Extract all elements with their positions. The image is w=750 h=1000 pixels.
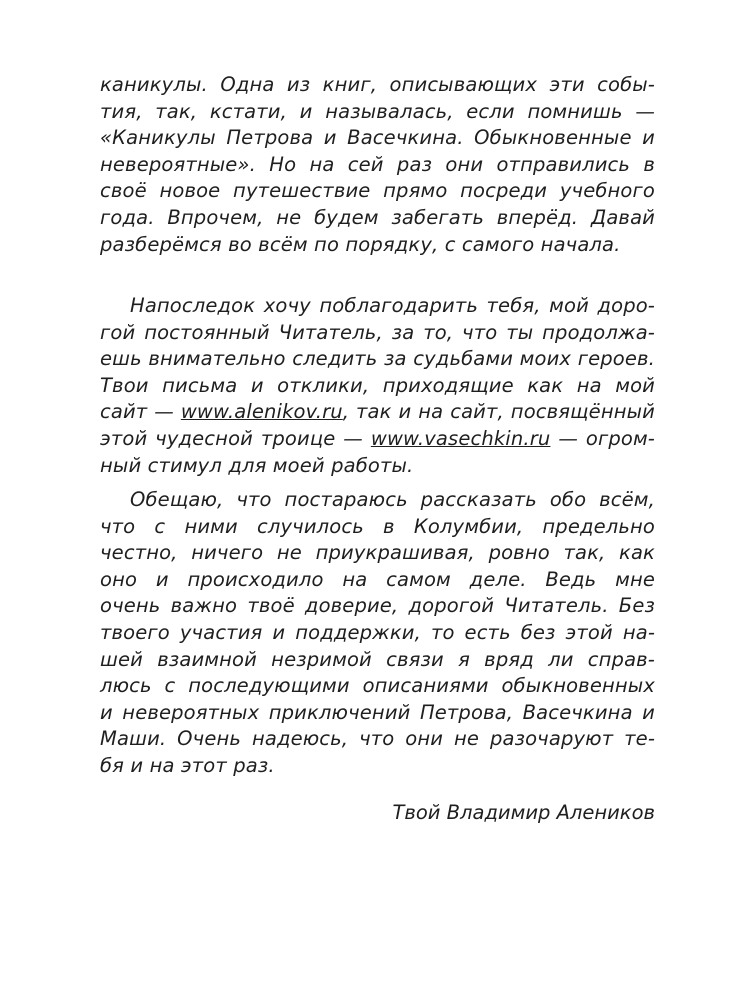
- text-line: оно и происходило на самом деле. Ведь мне: [100, 567, 655, 591]
- text-line: каникулы. Одна из книг, описывающих эти собы-: [100, 73, 655, 96]
- text-line: бя и на этот раз.: [100, 753, 275, 777]
- text-line: года. Впрочем, не будем забегать вперёд. Давай: [100, 205, 655, 229]
- text-line: разберёмся во всём по порядку, с самого начала.: [100, 232, 621, 256]
- text-fragment: этой чудесной троице —: [100, 426, 371, 450]
- text-line: шей взаимной незримой связи я вряд ли справ-: [100, 647, 655, 671]
- text-line: что с ними случилось в Колумбии, предельно: [100, 514, 655, 538]
- text-fragment: — огром-: [550, 426, 655, 450]
- text-line: твоего участия и поддержки, то есть без этой на-: [100, 620, 655, 644]
- text-line: «Каникулы Петрова и Васечкина. Обыкновенные и: [100, 126, 655, 150]
- text-line: и невероятных приключений Петрова, Васечкина и: [100, 700, 655, 724]
- text-line-with-link: [100, 426, 655, 453]
- text-line-with-link: [100, 399, 655, 426]
- text-line: ешь внимательно следить за судьбами моих героев.: [100, 347, 655, 371]
- paragraph-1: [100, 72, 655, 258]
- alenikov-site-link[interactable]: www.alenikov.ru: [180, 400, 343, 424]
- text-line: очень важно твоё доверие, дорогой Читатель. Без: [100, 594, 655, 618]
- text-line: Напоследок хочу поблагодарить тебя, мой доро-: [130, 294, 655, 317]
- text-line: люсь с последующими описаниями обыкновенных: [100, 674, 655, 698]
- text-line: Твои письма и отклики, приходящие как на мой: [100, 373, 655, 397]
- text-line: ный стимул для моей работы.: [100, 453, 414, 477]
- text-line: невероятные». Но на сей раз они отправились в: [100, 152, 655, 176]
- text-line: тия, так, кстати, и называлась, если помнишь —: [100, 99, 655, 123]
- text-fragment: , так и на сайт, посвящённый: [342, 400, 655, 424]
- text-line: Обещаю, что постараюсь рассказать обо всём,: [130, 488, 655, 511]
- vasechkin-site-link[interactable]: www.vasechkin.ru: [370, 426, 551, 450]
- author-signature: Твой Владимир Алеников: [392, 801, 655, 824]
- text-line: Маши. Очень надеюсь, что они не разочаруют те-: [100, 727, 655, 751]
- paragraph-2: [100, 293, 655, 479]
- text-fragment: сайт —: [100, 400, 181, 424]
- paragraph-3: [100, 487, 655, 780]
- text-line: гой постоянный Читатель, за то, что ты продолжа-: [100, 320, 655, 344]
- text-line: честно, ничего не приукрашивая, ровно так, как: [100, 541, 655, 565]
- text-line: своё новое путешествие прямо посреди учебного: [100, 179, 655, 203]
